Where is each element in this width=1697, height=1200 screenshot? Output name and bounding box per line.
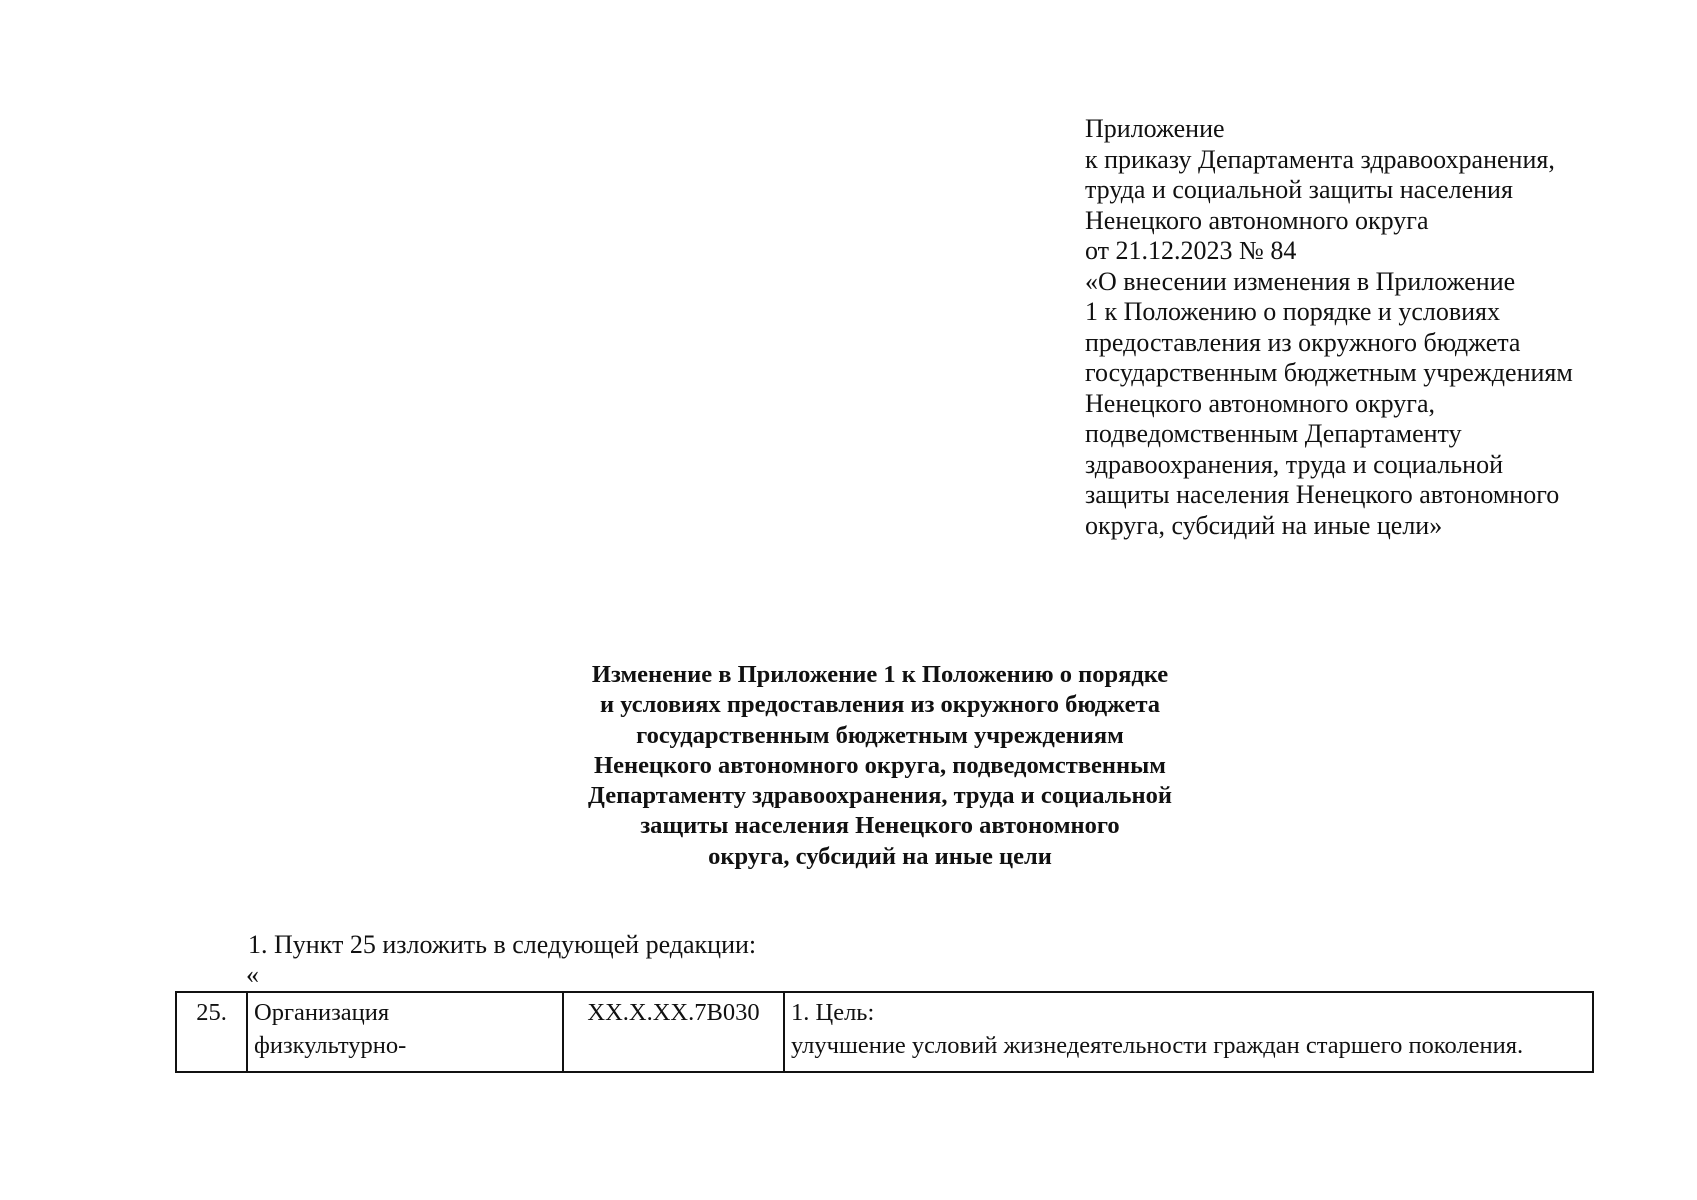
amendment-table: [175, 991, 1594, 1073]
title-line: Изменение в Приложение 1 к Положению о порядке: [591, 661, 1169, 688]
title-line: государственным бюджетным учреждениям: [636, 721, 1124, 749]
appendix-line: Ненецкого автономного округа,: [1085, 388, 1435, 418]
table-row: [176, 992, 1593, 1072]
row-code-cell: [563, 992, 784, 1072]
appendix-line: к приказу Департамента здравоохранения,: [1085, 144, 1555, 174]
title-line: округа, субсидий на иные цели: [708, 842, 1052, 870]
appendix-line: округа, субсидий на иные цели»: [1085, 510, 1443, 540]
opening-quote: «: [246, 960, 259, 989]
appendix-line: от 21.12.2023 № 84: [1085, 236, 1297, 265]
row-goal-line: 1. Цель:: [791, 999, 875, 1026]
appendix-line: Ненецкого автономного округа: [1085, 205, 1429, 235]
appendix-line: защиты населения Ненецкого автономного: [1085, 480, 1560, 509]
appendix-line: подведомственным Департаменту: [1085, 419, 1462, 448]
appendix-line: 1 к Положению о порядке и условиях: [1085, 297, 1501, 326]
appendix-line: предоставления из окружного бюджета: [1085, 327, 1521, 357]
row-name-line: Организация: [254, 999, 390, 1026]
row-number: 25.: [196, 999, 227, 1026]
amendment-instruction: 1. Пункт 25 изложить в следующей редакции:: [248, 930, 757, 959]
row-name-line: физкультурно-: [254, 1032, 407, 1059]
document-title: [520, 660, 1240, 872]
title-line: защиты населения Ненецкого автономного: [640, 812, 1120, 840]
row-name-cell: [247, 992, 563, 1072]
appendix-line: «О внесении изменения в Приложение: [1085, 266, 1516, 296]
row-goal-cell: [784, 992, 1593, 1072]
row-number-cell: [176, 992, 247, 1072]
appendix-line: Приложение: [1085, 114, 1225, 143]
title-line: и условиях предоставления из окружного бюджета: [599, 691, 1161, 719]
appendix-line: здравоохранения, труда и социальной: [1085, 449, 1503, 479]
appendix-reference: [1085, 114, 1645, 541]
title-line: Департаменту здравоохранения, труда и социальной: [588, 782, 1172, 810]
appendix-line: труда и социальной защиты населения: [1085, 175, 1513, 204]
title-line: Ненецкого автономного округа, подведомственным: [594, 751, 1166, 779]
row-code: XX.X.XX.7B030: [587, 999, 760, 1026]
appendix-line: государственным бюджетным учреждениям: [1085, 358, 1573, 387]
row-goal-line: улучшение условий жизнедеятельности граждан старшего поколения.: [791, 1032, 1524, 1059]
